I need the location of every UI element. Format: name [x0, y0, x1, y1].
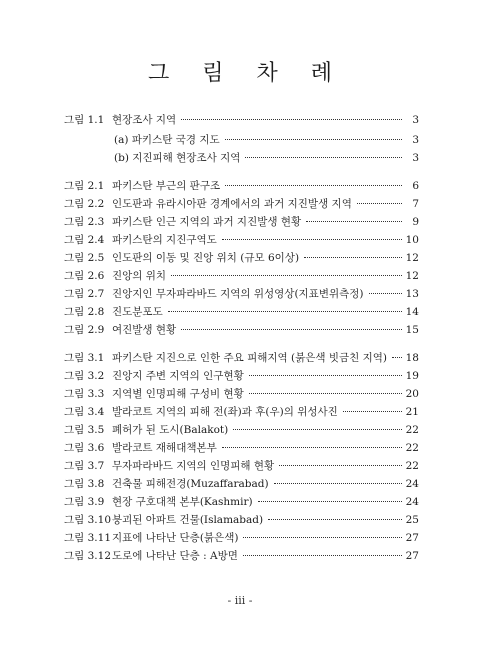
- toc-entry-text: (b) 지진피해 현장조사 지역: [114, 152, 241, 164]
- toc-entry-page: 22: [405, 460, 419, 472]
- page-number-footer: - iii -: [227, 594, 253, 607]
- toc-entry: [64, 111, 419, 129]
- dot-leader: [168, 311, 402, 312]
- toc-entry: [64, 421, 419, 439]
- toc-entry-page: 10: [405, 234, 419, 246]
- dot-leader: [392, 357, 402, 358]
- toc-entry: [64, 177, 419, 195]
- toc-entry: [64, 547, 419, 565]
- toc-entry-page: 7: [412, 198, 419, 210]
- toc-entry-text: 인도판의 이동 및 진앙 위치 (규모 6이상): [112, 252, 300, 264]
- toc-entry-text: 여진발생 현황: [112, 324, 177, 336]
- toc-entry-label: 그림 2.1: [64, 180, 105, 192]
- toc-entry: [64, 213, 419, 231]
- toc-entry: [64, 457, 419, 475]
- dot-leader: [357, 203, 402, 204]
- toc-entry: [64, 475, 419, 493]
- toc-entry-page: 27: [405, 532, 419, 544]
- dot-leader: [243, 555, 402, 556]
- toc-entry-text: 무자파라바드 지역의 인명피해 현황: [112, 460, 275, 472]
- dot-leader: [249, 393, 402, 394]
- toc-entry-label: 그림 3.7: [64, 460, 105, 472]
- toc-entry-page: 3: [412, 152, 419, 164]
- toc-entry-text: 진앙의 위치: [112, 270, 167, 282]
- toc-entry-page: 3: [412, 114, 419, 126]
- dot-leader: [181, 119, 402, 120]
- toc-entry-text: 발라코트 재해대책본부: [112, 442, 217, 454]
- toc-entry-label: 그림 3.9: [64, 496, 105, 508]
- toc-entry-page: 18: [405, 352, 419, 364]
- dot-leader: [279, 465, 402, 466]
- dot-leader: [233, 429, 402, 430]
- toc-entry: [64, 231, 419, 249]
- toc-entry: [64, 249, 419, 267]
- toc-entry-page: 3: [412, 134, 419, 146]
- toc-entry: [64, 403, 419, 421]
- dot-leader: [225, 139, 402, 140]
- toc-entry: [64, 195, 419, 213]
- toc-entry-text: 파키스탄 지진으로 인한 주요 피해지역 (붉은색 빗금친 지역): [112, 352, 387, 364]
- toc-entry-text: 건축물 피해전경(Muzaffarabad): [112, 478, 269, 490]
- toc-entry: [64, 321, 419, 339]
- toc-entry-text: 지표에 나타난 단층(붉은색): [112, 532, 239, 544]
- dot-leader: [274, 483, 402, 484]
- dot-leader: [306, 221, 402, 222]
- toc-entry-page: 12: [405, 252, 419, 264]
- toc-entry-label: 그림 3.5: [64, 424, 105, 436]
- toc-entry-text: 발라코트 지역의 피해 전(좌)과 후(우)의 위성사진: [112, 406, 338, 418]
- toc-entry: [64, 303, 419, 321]
- toc-entry-page: 25: [405, 514, 419, 526]
- toc-entry-text: 진앙지 주변 지역의 인구현황: [112, 370, 244, 382]
- toc-entry-text: 진도분포도: [112, 306, 163, 318]
- toc-entry-label: 그림 3.1: [64, 352, 105, 364]
- dot-leader: [249, 375, 402, 376]
- dot-leader: [222, 239, 402, 240]
- toc-entry: [64, 493, 419, 511]
- toc-entry-label: 그림 2.6: [64, 270, 105, 282]
- dot-leader: [171, 275, 402, 276]
- toc-entry-text: 붕괴된 아파트 건물(Islamabad): [112, 514, 264, 526]
- toc-entry-page: 15: [405, 324, 419, 336]
- toc-entry: [64, 367, 419, 385]
- toc-entry-page: 21: [405, 406, 419, 418]
- toc-entry-page: 22: [405, 442, 419, 454]
- toc-entry-page: 12: [405, 270, 419, 282]
- toc-entry-label: 그림 2.8: [64, 306, 105, 318]
- toc-entry-label: 그림 3.11: [64, 532, 112, 544]
- toc-entry-text: 파키스탄 부근의 판구조: [112, 180, 221, 192]
- toc-entry: [64, 131, 419, 149]
- toc-entry-label: 그림 3.3: [64, 388, 105, 400]
- toc-entry-page: 19: [405, 370, 419, 382]
- toc-entry-label: 그림 1.1: [64, 114, 105, 126]
- page-title: 그 림 차 례: [148, 61, 345, 86]
- dot-leader: [258, 501, 402, 502]
- toc-entry: [64, 285, 419, 303]
- dot-leader: [369, 293, 403, 294]
- toc-entry-text: 지역별 인명피해 구성비 현황: [112, 388, 244, 400]
- toc-entry-text: 진앙지인 무자파라바드 지역의 위성영상(지표변위측정): [112, 288, 364, 300]
- toc-entry: [64, 439, 419, 457]
- toc-entry-page: 14: [405, 306, 419, 318]
- toc-entry-page: 13: [405, 288, 419, 300]
- toc-entry-text: 도로에 나타난 단층 : A방면: [112, 550, 238, 562]
- toc-entry-label: 그림 3.12: [64, 550, 112, 562]
- toc-entry-label: 그림 3.2: [64, 370, 105, 382]
- toc-entry-page: 6: [412, 180, 419, 192]
- dot-leader: [225, 185, 402, 186]
- toc-entry: [64, 149, 419, 167]
- dot-leader: [343, 411, 402, 412]
- dot-leader: [243, 537, 402, 538]
- toc-entry: [64, 267, 419, 285]
- toc-entry-label: 그림 3.6: [64, 442, 105, 454]
- toc-entry-text: 인도판과 유라시아판 경계에서의 과거 지진발생 지역: [112, 198, 352, 210]
- dot-leader: [304, 257, 402, 258]
- toc-entry-label: 그림 2.4: [64, 234, 105, 246]
- toc-entry: [64, 385, 419, 403]
- toc-entry-text: 현장조사 지역: [112, 114, 177, 126]
- toc-entry: [64, 529, 419, 547]
- toc-entry-page: 24: [405, 478, 419, 490]
- toc-entry: [64, 349, 419, 367]
- dot-leader: [222, 447, 402, 448]
- dot-leader: [245, 157, 402, 158]
- toc-entry-text: (a) 파키스탄 국경 지도: [114, 134, 220, 146]
- toc-entry-text: 파키스탄의 지진구역도: [112, 234, 217, 246]
- toc-entry-page: 24: [405, 496, 419, 508]
- toc-entry-page: 9: [412, 216, 419, 228]
- toc-entry-page: 20: [405, 388, 419, 400]
- toc-entry: [64, 511, 419, 529]
- toc-entry-label: 그림 3.4: [64, 406, 105, 418]
- toc-entry-label: 그림 2.2: [64, 198, 105, 210]
- toc-entry-text: 현장 구호대책 본부(Kashmir): [112, 496, 253, 508]
- toc-entry-label: 그림 3.8: [64, 478, 105, 490]
- toc-entry-page: 27: [405, 550, 419, 562]
- dot-leader: [181, 329, 402, 330]
- toc-entry-label: 그림 2.7: [64, 288, 105, 300]
- toc-entry-text: 파키스탄 인근 지역의 과거 지진발생 현황: [112, 216, 302, 228]
- toc-entry-label: 그림 2.9: [64, 324, 105, 336]
- toc-entry-text: 폐허가 된 도시(Balakot): [112, 424, 229, 436]
- dot-leader: [268, 519, 402, 520]
- toc-entry-label: 그림 2.5: [64, 252, 105, 264]
- toc-entry-label: 그림 2.3: [64, 216, 105, 228]
- toc-entry-page: 22: [405, 424, 419, 436]
- toc-entry-label: 그림 3.10: [64, 514, 112, 526]
